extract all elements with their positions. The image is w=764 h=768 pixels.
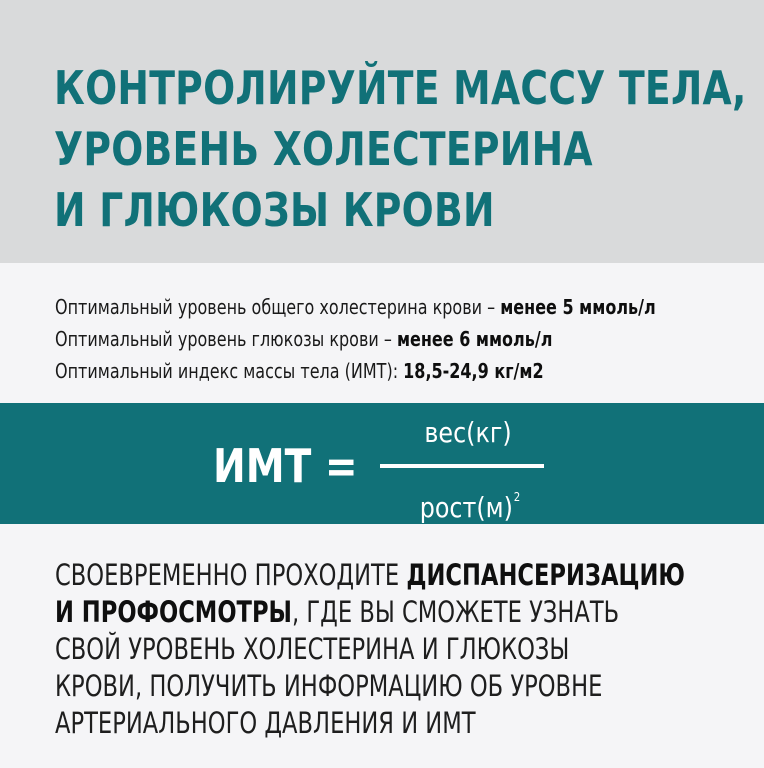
glucose-value: менее 6 ммоль/л	[396, 327, 553, 351]
fraction-line	[380, 464, 544, 468]
title-line-1: КОНТРОЛИРУЙТЕ МАССУ ТЕЛА,	[54, 61, 747, 115]
cholesterol-value: менее 5 ммоль/л	[500, 295, 656, 319]
advice-line-2-text: , ГДЕ ВЫ СМОЖЕТЕ УЗНАТЬ	[291, 595, 620, 629]
advice-line-1	[55, 557, 685, 594]
formula-lhs: ИМТ =	[213, 439, 358, 493]
advice-line-2	[55, 594, 685, 631]
advice-line-3: СВОЙ УРОВЕНЬ ХОЛЕСТЕРИНА И ГЛЮКОЗЫ	[55, 632, 570, 666]
optimal-values-list	[55, 291, 656, 387]
formula-denominator	[402, 477, 538, 528]
denominator-exponent: 2	[513, 490, 521, 504]
title-line-3: И ГЛЮКОЗЫ КРОВИ	[54, 183, 495, 237]
bmi-label: Оптимальный индекс массы тела (ИМТ):	[55, 359, 404, 383]
bmi-line	[55, 355, 656, 387]
bmi-value: 18,5-24,9 кг/м2	[403, 359, 544, 383]
glucose-line	[55, 323, 656, 355]
title-line-2: УРОВЕНЬ ХОЛЕСТЕРИНА	[54, 122, 593, 176]
cholesterol-line	[55, 291, 656, 323]
advice-line-1-bold: ДИСПАНСЕРИЗАЦИЮ	[406, 558, 685, 592]
page-title	[54, 58, 747, 241]
advice-line-4: КРОВИ, ПОЛУЧИТЬ ИНФОРМАЦИЮ ОБ УРОВНЕ	[55, 669, 603, 703]
advice-line-5: АРТЕРИАЛЬНОГО ДАВЛЕНИЯ И ИМТ	[55, 706, 476, 740]
glucose-label: Оптимальный уровень глюкозы крови –	[55, 327, 397, 351]
cholesterol-label: Оптимальный уровень общего холестерина крови –	[55, 295, 501, 319]
denominator-text: рост(м)	[419, 491, 513, 524]
formula-numerator: вес(кг)	[424, 416, 512, 449]
advice-line-1-text: СВОЕВРЕМЕННО ПРОХОДИТЕ	[55, 558, 407, 592]
advice-line-2-bold: И ПРОФОСМОТРЫ	[55, 595, 292, 629]
checkup-advice	[55, 557, 685, 742]
